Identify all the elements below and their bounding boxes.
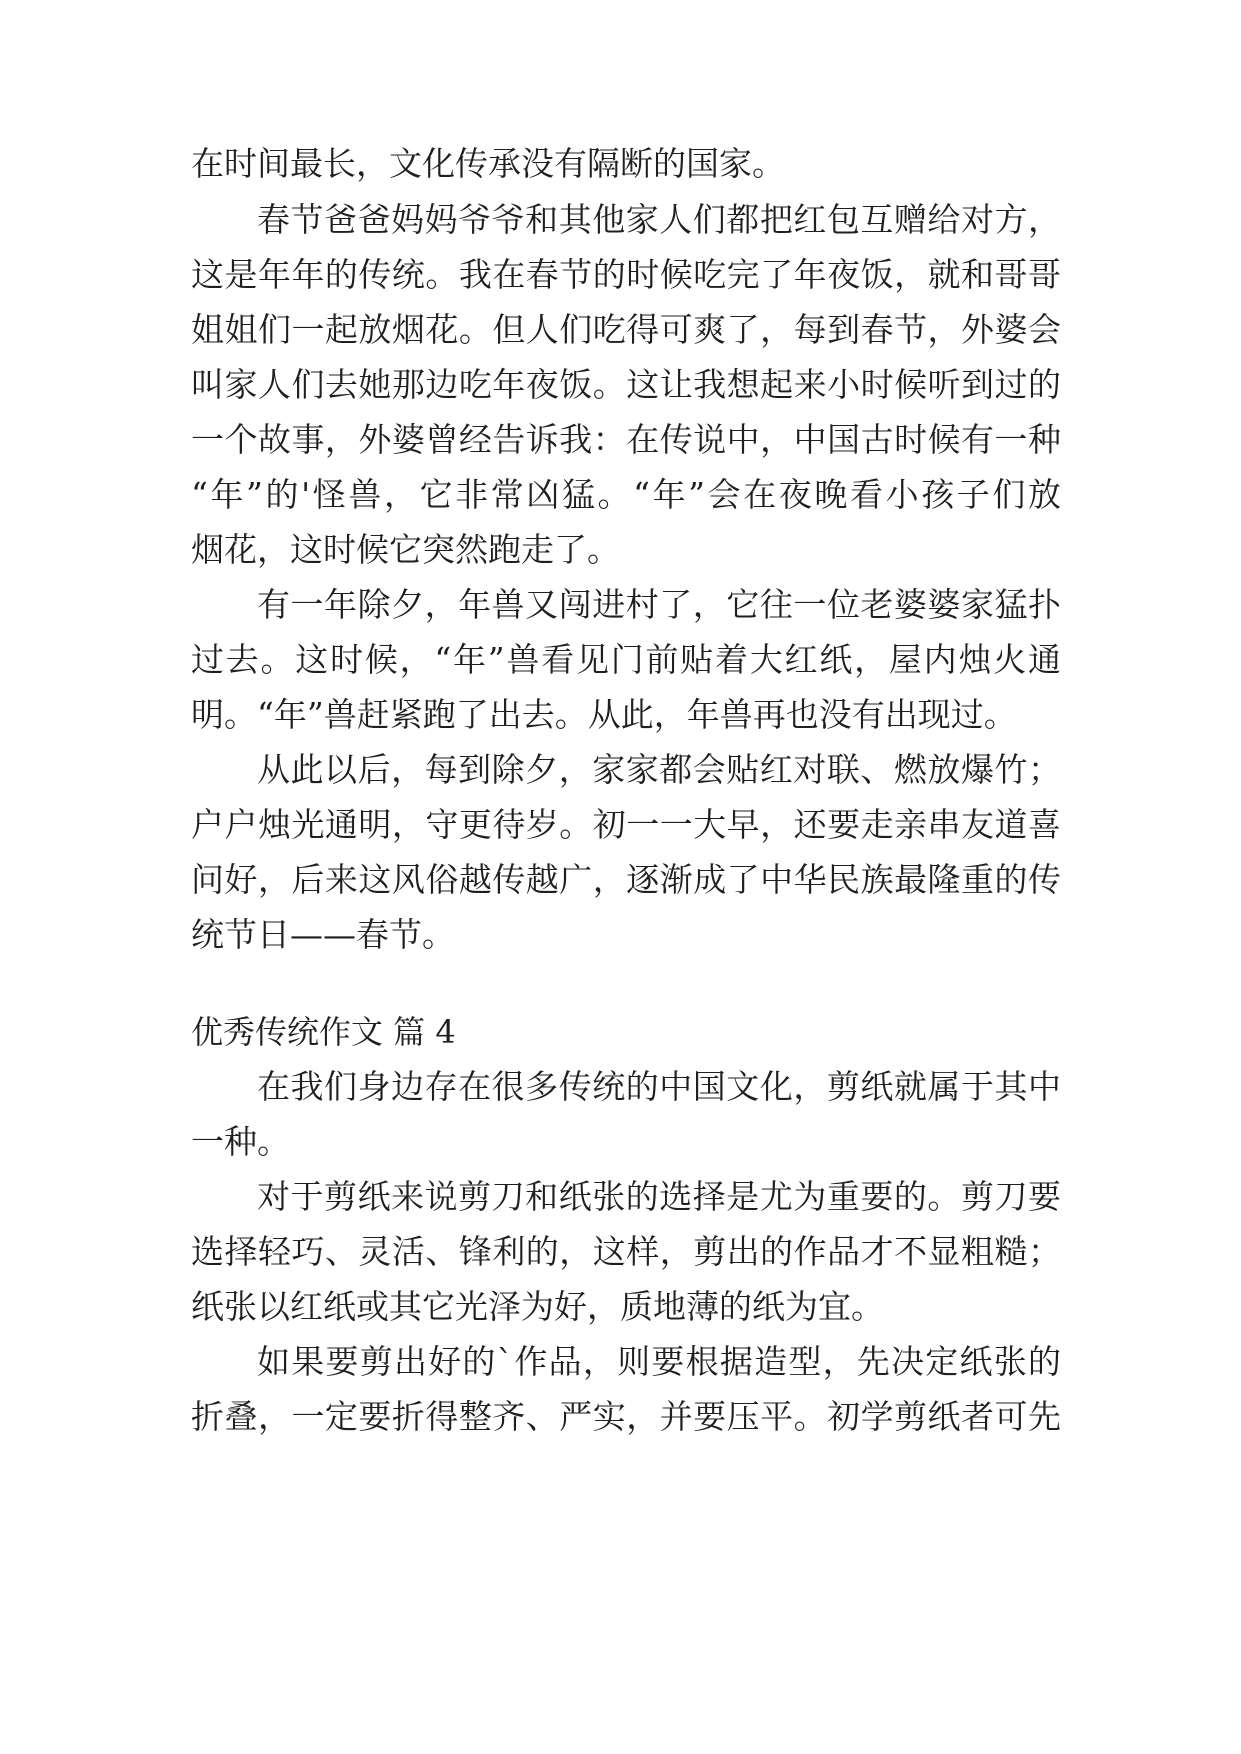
paragraph-first-line: 春节爸爸妈妈爷爷和其他家人们都把红包互赠给对方， [257,200,1061,239]
text-line: 户户烛光通明，守更待岁。初一一大早，还要走亲串友道喜 [191,805,1061,844]
text-line: 姐姐们一起放烟花。但人们吃得可爽了，每到春节，外婆会 [191,310,1061,349]
text-line: 统节日——春节。 [191,915,455,954]
text-line: 纸张以红纸或其它光泽为好，质地薄的纸为宜。 [191,1287,884,1326]
text-line: 叫家人们去她那边吃年夜饭。这让我想起来小时候听到过的 [191,365,1061,404]
text-line: 烟花，这时候它突然跑走了。 [191,530,620,569]
text-line: 一种。 [191,1122,290,1161]
paragraph-first-line: 在我们身边存在很多传统的中国文化，剪纸就属于其中 [257,1067,1061,1106]
text-line: 问好，后来这风俗越传越广，逐渐成了中华民族最隆重的传 [191,860,1061,899]
section-heading: 优秀传统作文 篇 4 [191,1013,456,1051]
paragraph-first-line: 对于剪纸来说剪刀和纸张的选择是尤为重要的。剪刀要 [257,1177,1061,1216]
paragraph-first-line: 如果要剪出好的`作品，则要根据造型，先决定纸张的 [257,1342,1061,1381]
text-line: “年”的'怪兽，它非常凶猛。“年”会在夜晚看小孩子们放 [191,475,1061,514]
text-line: 选择轻巧、灵活、锋利的，这样，剪出的作品才不显粗糙； [191,1232,1061,1271]
text-line: 明。“年”兽赶紧跑了出去。从此，年兽再也没有出现过。 [191,695,1017,734]
text-line: 折叠，一定要折得整齐、严实，并要压平。初学剪纸者可先 [191,1397,1061,1436]
text-line: 一个故事，外婆曾经告诉我：在传说中，中国古时候有一种 [191,420,1061,459]
paragraph-first-line: 有一年除夕，年兽又闯进村了，它往一位老婆婆家猛扑 [257,585,1061,624]
text-line: 这是年年的传统。我在春节的时候吃完了年夜饭，就和哥哥 [191,255,1061,294]
text-line: 过去。这时候，“年”兽看见门前贴着大红纸，屋内烛火通 [191,640,1061,679]
paragraph-first-line: 从此以后，每到除夕，家家都会贴红对联、燃放爆竹； [257,750,1061,789]
text-line: 在时间最长，文化传承没有隔断的国家。 [191,144,785,183]
